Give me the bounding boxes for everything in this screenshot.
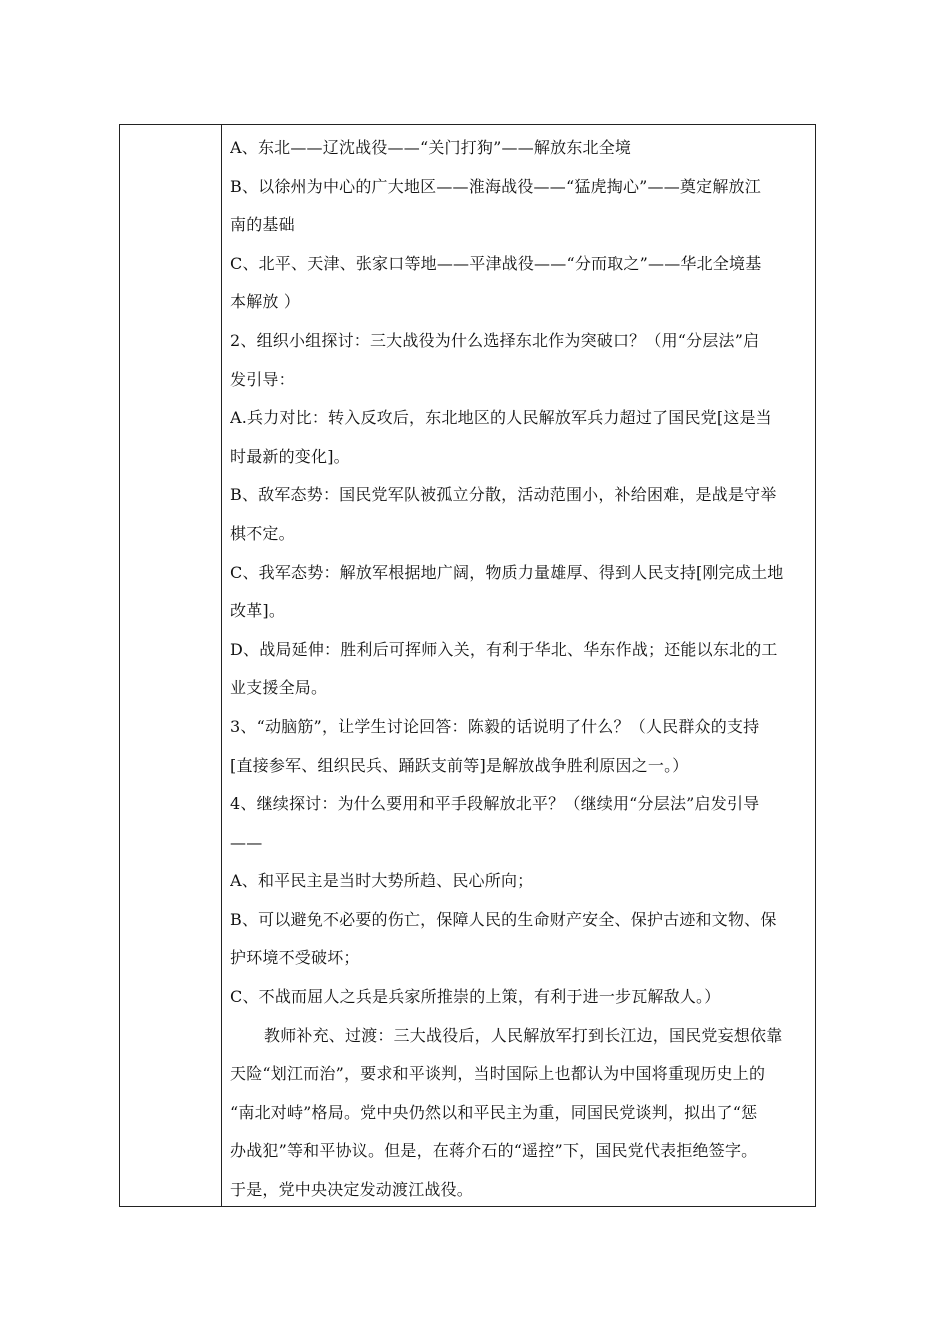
text-line: 办战犯”等和平协议。但是，在蒋介石的“遥控”下，国民党代表拒绝签字。 [230,1141,758,1161]
text-line: 业支援全局。 [230,678,328,698]
paragraph-first-line: 教师补充、过渡：三大战役后，人民解放军打到长江边，国民党妄想依靠 [264,1025,783,1045]
text-line: B、以徐州为中心的广大地区——淮海战役——“猛虎掏心”——奠定解放江 [230,176,761,196]
text-line: 于是，党中央决定发动渡江战役。 [230,1180,474,1200]
text-line: 改革]。 [230,601,286,621]
text-line: C、我军态势：解放军根据地广阔，物质力量雄厚、得到人民支持[刚完成土地 [230,562,784,582]
lesson-table [119,124,816,1207]
text-line: 2、组织小组探讨：三大战役为什么选择东北作为突破口？（用“分层法”启 [230,330,760,350]
text-line: —— [230,832,263,852]
text-line: 南的基础 [230,215,295,235]
text-line: 时最新的变化]。 [230,446,350,466]
text-line: B、可以避免不必要的伤亡，保障人民的生命财产安全、保护古迹和文物、保 [230,909,777,929]
text-line: B、敌军态势：国民党军队被孤立分散，活动范围小，补给困难，是战是守举 [230,485,777,505]
text-line: [直接参军、组织民兵、踊跃支前等]是解放战争胜利原因之一。） [230,755,689,775]
text-line: 发引导： [230,369,295,389]
text-line: A、东北——辽沈战役——“关门打狗”——解放东北全境 [230,138,632,157]
text-line: D、战局延伸：胜利后可挥师入关，有利于华北、华东作战；还能以东北的工 [230,639,778,659]
text-line: A、和平民主是当时大势所趋、民心所向； [230,871,534,891]
text-line: 护环境不受破坏； [230,948,360,968]
text-line: 天险“划江而治”，要求和平谈判，当时国际上也都认为中国将重现历史上的 [230,1064,766,1084]
text-line: 棋不定。 [230,523,295,543]
text-line: 4、继续探讨：为什么要用和平手段解放北平？（继续用“分层法”启发引导 [230,794,760,814]
table-left-column [120,125,222,1206]
text-line: C、不战而屈人之兵是兵家所推崇的上策，有利于进一步瓦解敌人。） [230,987,721,1007]
text-line: 本解放 ） [230,292,301,312]
text-line: 3、“动脑筋”，让学生讨论回答：陈毅的话说明了什么？（人民群众的支持 [230,716,760,736]
text-line: C、北平、天津、张家口等地——平津战役——“分而取之”——华北全境基 [230,253,762,273]
text-line: A.兵力对比：转入反攻后，东北地区的人民解放军兵力超过了国民党[这是当 [230,408,772,428]
table-content-cell [222,125,815,1206]
text-line: “南北对峙”格局。党中央仍然以和平民主为重，同国民党谈判，拟出了“惩 [230,1102,758,1122]
